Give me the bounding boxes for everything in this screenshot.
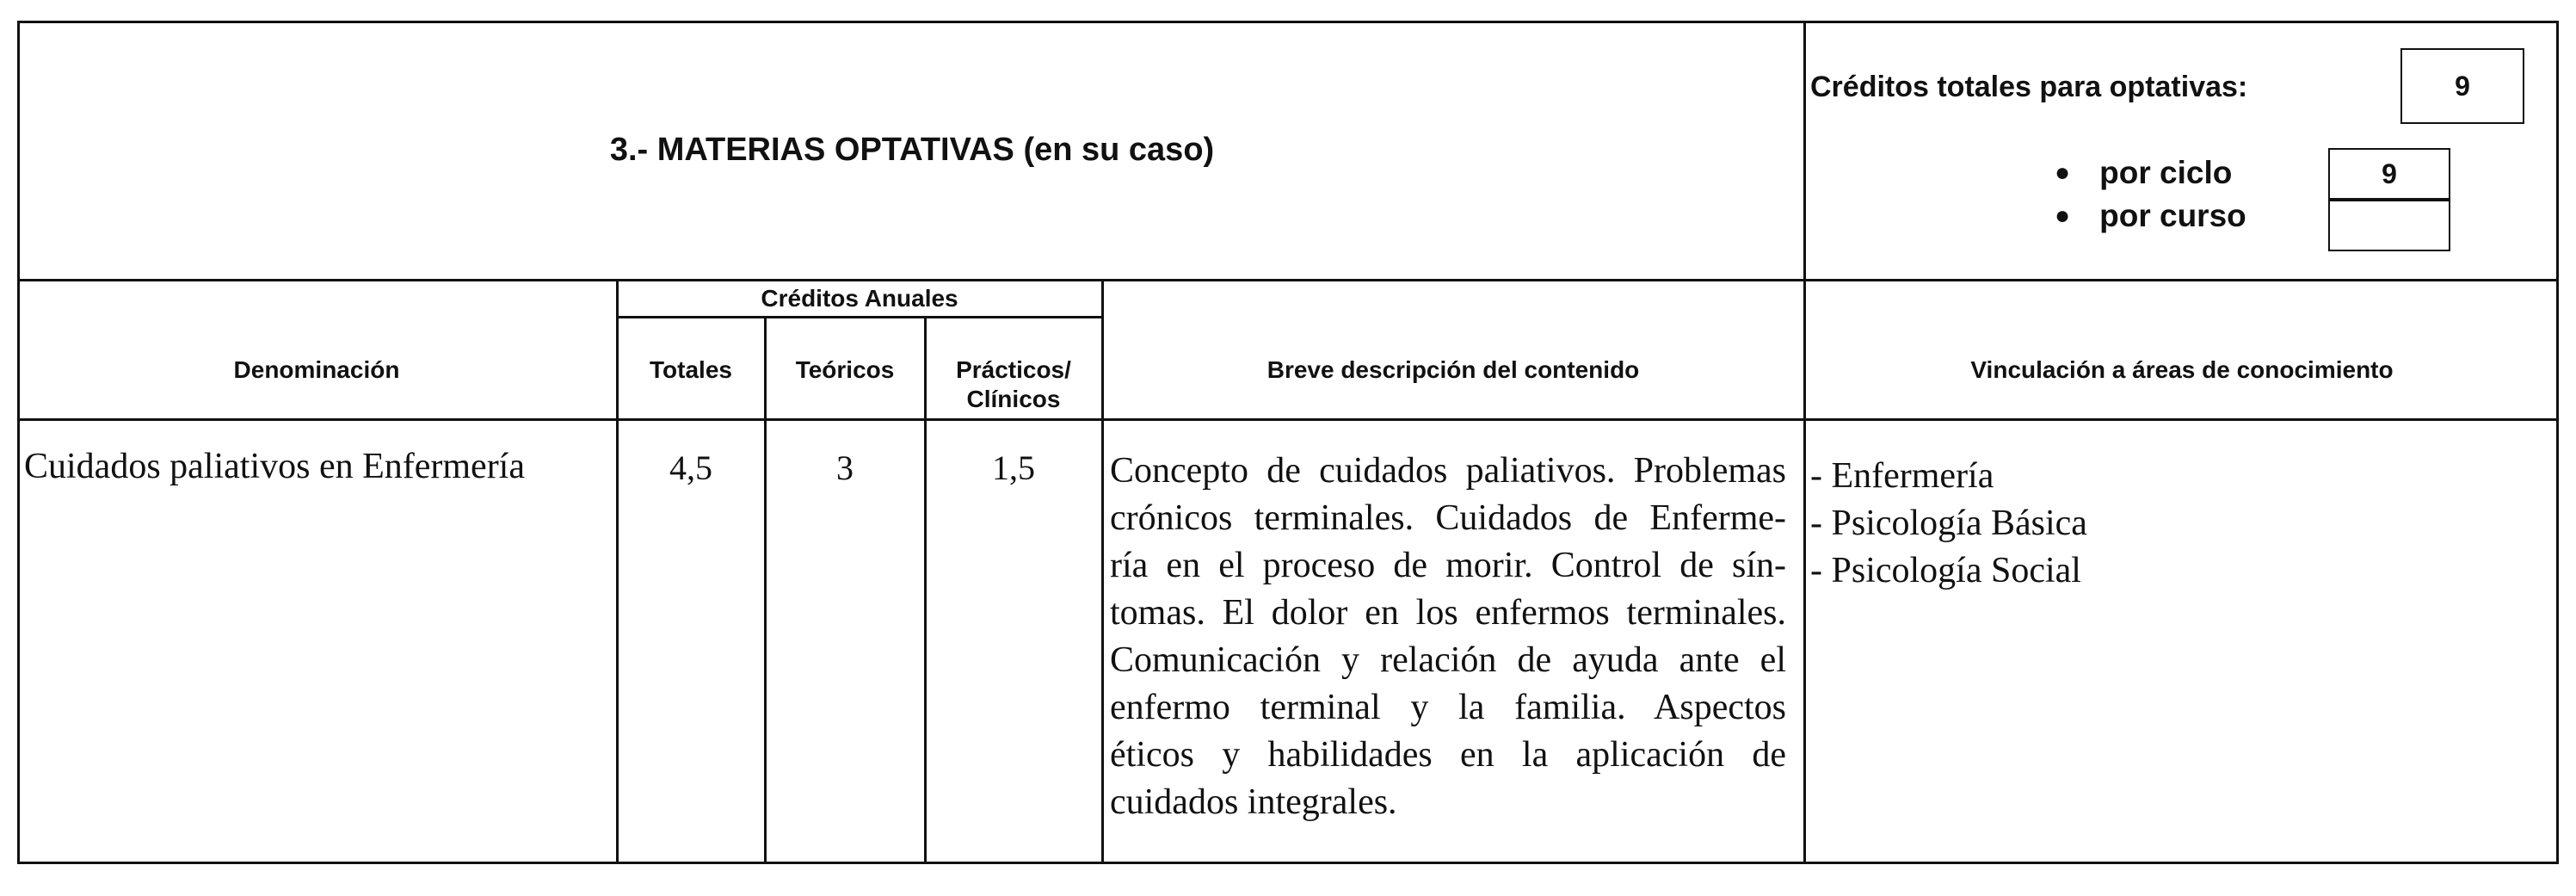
- per-cycle-box: 9: [2328, 148, 2450, 200]
- bullet-icon: ●: [2055, 201, 2071, 230]
- per-cycle-row: [2055, 155, 2232, 191]
- row-descripcion: [1110, 448, 1786, 826]
- header-totales: Totales: [650, 356, 732, 383]
- descripcion-line: ría en el proceso de morir. Control de sín-: [1110, 546, 1786, 585]
- total-credits-label: Créditos totales para optativas:: [1810, 71, 2248, 103]
- descripcion-line: Comunicación y relación de ayuda ante el: [1110, 640, 1786, 680]
- descripcion-line: tomas. El dolor en los enfermos terminales.: [1110, 593, 1786, 633]
- header-denominacion: Denominación: [233, 356, 400, 383]
- per-course-label: por curso: [2099, 198, 2246, 233]
- header-creditos-anuales: Créditos Anuales: [761, 285, 958, 312]
- per-course-box: [2328, 200, 2450, 251]
- header-descripcion: Breve descripción del contenido: [1266, 356, 1640, 383]
- column-divider-teoricos: [764, 316, 767, 864]
- area-item: - Psicología Básica: [1810, 504, 2087, 543]
- header-teoricos: Teóricos: [795, 356, 895, 383]
- descripcion-line: enfermo terminal y la familia. Aspectos: [1110, 688, 1786, 727]
- header-practicos-line1: Prácticos/: [956, 356, 1071, 383]
- row-teoricos: 3: [836, 448, 854, 487]
- row-totales: 4,5: [669, 448, 712, 487]
- creditos-anuales-divider-line: [618, 316, 1101, 318]
- row-practicos: 1,5: [992, 448, 1035, 487]
- column-header-divider-line: [17, 418, 2559, 421]
- per-course-row: [2055, 198, 2246, 234]
- section-title: 3.- MATERIAS OPTATIVAS (en su caso): [609, 131, 1215, 168]
- row-denominacion: Cuidados paliativos en Enfermería: [24, 447, 525, 486]
- bullet-icon: ●: [2055, 158, 2071, 187]
- area-item: - Enfermería: [1810, 456, 1994, 496]
- header-practicos-line2: Clínicos: [966, 386, 1061, 412]
- total-credits-box: 9: [2400, 48, 2524, 124]
- header-practicos: [926, 351, 1101, 418]
- header-divider-line: [17, 279, 2559, 281]
- per-cycle-label: por ciclo: [2099, 155, 2233, 190]
- descripcion-line: crónicos terminales. Cuidados de Enferme-: [1110, 498, 1786, 538]
- descripcion-line: Concepto de cuidados paliativos. Problemas: [1110, 451, 1786, 491]
- row-vinculacion-areas: [1810, 453, 2087, 595]
- header-vinculacion: Vinculación a áreas de conocimiento: [1970, 356, 2394, 383]
- area-item: - Psicología Social: [1810, 551, 2081, 590]
- descripcion-line: cuidados integrales.: [1110, 782, 1397, 822]
- descripcion-line: éticos y habilidades en la aplicación de: [1110, 735, 1786, 775]
